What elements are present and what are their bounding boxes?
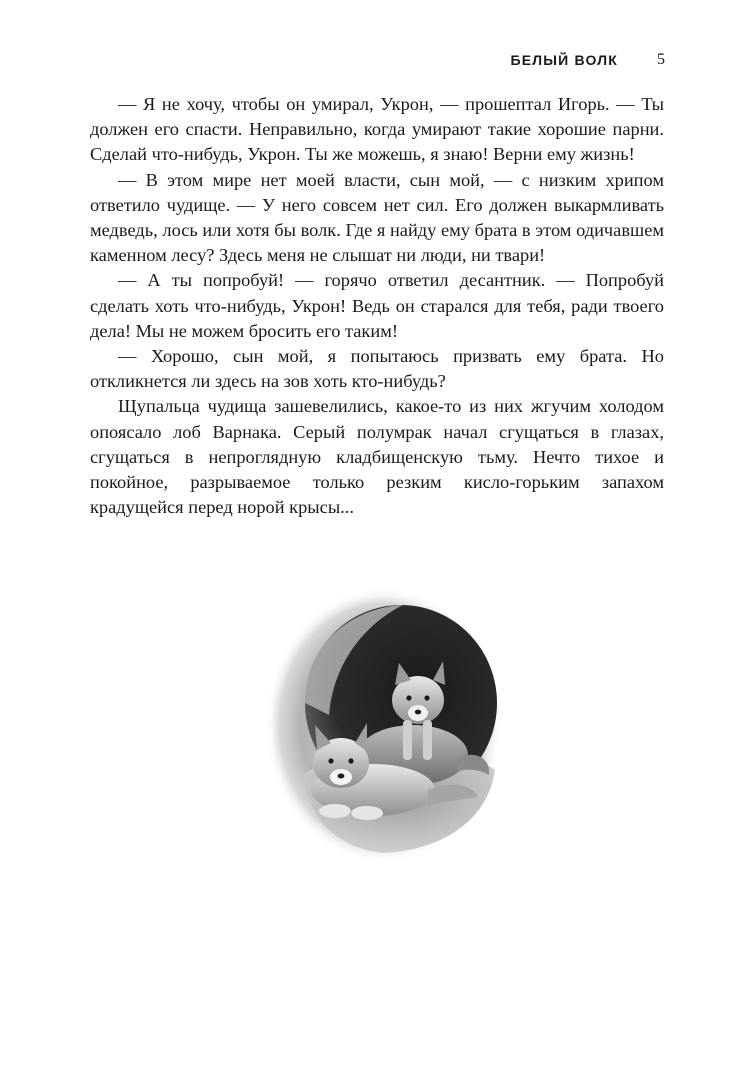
paragraph-5: Щупальца чудища зашевелились, какое-то из них жгучим холодом опоясало лоб Варнака. Серый полумрак начал сгущаться в глазах, сгущаться в непроглядную кладбищенскую тьму. Нечто тихое и покойное, разрываемое только резким кисло-горьким запахом крадущейся перед норой крысы... <box>90 396 664 518</box>
page-number: 5 <box>657 51 665 68</box>
paragraph-4: — Хорошо, сын мой, я попытаюсь призвать ему брата. Но откликнется ли здесь на зов хоть кто-нибудь? <box>90 346 664 392</box>
wolf-cubs-in-burrow-icon <box>263 585 503 865</box>
wolf-cubs-illustration <box>263 585 503 865</box>
paragraph-1: — Я не хочу, чтобы он умирал, Укрон, — прошептал Игорь. — Ты должен его спасти. Неправильно, когда умирают такие хорошие парни. Сделай что-нибудь, Укрон. Ты же можешь, я знаю! Верни ему жизнь! <box>90 94 664 165</box>
body-text <box>90 92 664 520</box>
paragraph-2: — В этом мире нет моей власти, сын мой, — с низким хрипом ответило чудище. — У него совсем нет сил. Его должен выкармливать медведь, лось или хотя бы волк. Где я найду ему брата в этом одичавшем каменном лесу? Здесь меня не слышат ни люди, ни твари! <box>90 169 664 266</box>
paragraph-3: — А ты попробуй! — горячо ответил десантник. — Попробуй сделать хоть что-нибудь, Укрон! Ведь он старался для тебя, ради твоего дела! Мы не можем бросить его таким! <box>90 270 664 341</box>
running-head <box>0 52 755 72</box>
running-title: БЕЛЫЙ ВОЛК <box>510 52 618 68</box>
